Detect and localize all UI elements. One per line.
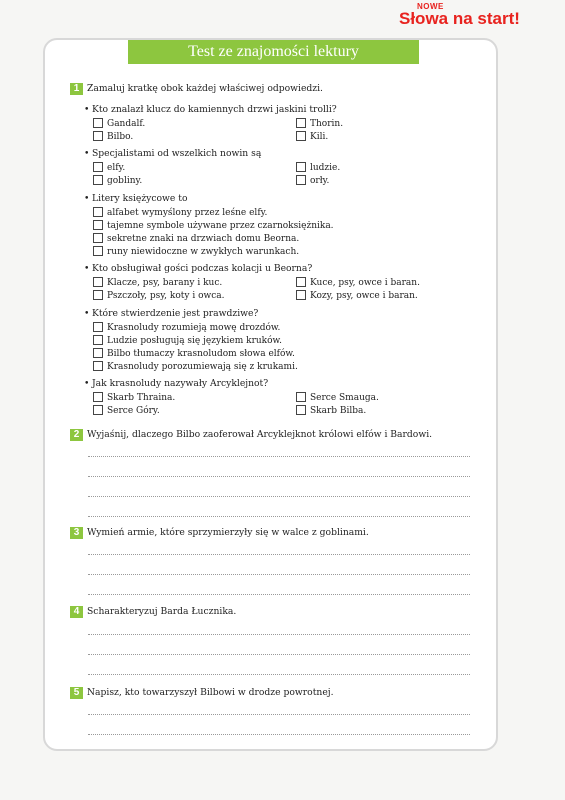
checkbox[interactable]: [93, 131, 103, 141]
question-4: • Kto obsługiwał gości podczas kolacji u Beorna?: [84, 263, 313, 274]
option[interactable]: [93, 322, 280, 334]
option-label: Gandalf.: [107, 119, 146, 129]
checkbox[interactable]: [296, 162, 306, 172]
question-3: • Litery księżycowe to: [84, 193, 188, 204]
option-label: Kozy, psy, owce i baran.: [310, 291, 418, 301]
option-label: tajemne symbole używane przez czarnoksiężnika.: [107, 221, 334, 231]
question-5: • Które stwierdzenie jest prawdziwe?: [84, 308, 259, 319]
checkbox[interactable]: [93, 233, 103, 243]
checkbox[interactable]: [93, 207, 103, 217]
question-text: Kto znalazł klucz do kamiennych drzwi jaskini trolli?: [92, 104, 337, 115]
option-label: Bilbo tłumaczy krasnoludom słowa elfów.: [107, 349, 295, 359]
question-text: Jak krasnoludy nazywały Arcyklejnot?: [92, 378, 269, 389]
checkbox[interactable]: [296, 175, 306, 185]
option[interactable]: [93, 277, 222, 289]
task-number: 1: [70, 83, 83, 95]
answer-line[interactable]: [88, 634, 470, 635]
answer-line[interactable]: [88, 594, 470, 595]
checkbox[interactable]: [296, 405, 306, 415]
checkbox[interactable]: [296, 118, 306, 128]
checkbox[interactable]: [296, 290, 306, 300]
answer-line[interactable]: [88, 654, 470, 655]
checkbox[interactable]: [93, 118, 103, 128]
task-number: 3: [70, 527, 83, 539]
option-label: Serce Góry.: [107, 406, 160, 416]
option[interactable]: [93, 162, 125, 174]
option[interactable]: [93, 348, 295, 360]
task-2-instruction: [70, 429, 432, 441]
option[interactable]: [93, 290, 224, 302]
task-text: Zamaluj kratkę obok każdej właściwej odpowiedzi.: [87, 83, 323, 94]
checkbox[interactable]: [93, 392, 103, 402]
checkbox[interactable]: [93, 405, 103, 415]
option[interactable]: [93, 405, 160, 417]
option[interactable]: [93, 118, 145, 130]
option-label: Klacze, psy, barany i kuc.: [107, 278, 223, 288]
logo-text: Słowa na start!: [399, 9, 520, 28]
question-2: • Specjalistami od wszelkich nowin są: [84, 148, 262, 159]
option[interactable]: [296, 405, 366, 417]
checkbox[interactable]: [93, 335, 103, 345]
option[interactable]: [296, 277, 420, 289]
page-title: Test ze znajomości lektury: [128, 40, 419, 64]
answer-line[interactable]: [88, 574, 470, 575]
option-label: Kuce, psy, owce i baran.: [310, 278, 420, 288]
option[interactable]: [93, 207, 267, 219]
question-text: Które stwierdzenie jest prawdziwe?: [92, 308, 259, 319]
task-text: Wyjaśnij, dlaczego Bilbo zaoferował Arcyklejknot królowi elfów i Bardowi.: [87, 429, 433, 440]
task-4-instruction: [70, 606, 236, 618]
answer-line[interactable]: [88, 714, 470, 715]
option-label: Ludzie posługują się językiem kruków.: [107, 336, 283, 346]
question-text: Kto obsługiwał gości podczas kolacji u Beorna?: [92, 263, 313, 274]
answer-line[interactable]: [88, 554, 470, 555]
question-6: • Jak krasnoludy nazywały Arcyklejnot?: [84, 378, 269, 389]
answer-line[interactable]: [88, 456, 470, 457]
question-text: Specjalistami od wszelkich nowin są: [92, 148, 262, 159]
answer-line[interactable]: [88, 734, 470, 735]
logo-small-text: NOWE: [417, 2, 444, 11]
option[interactable]: [93, 220, 334, 232]
question-text: Litery księżycowe to: [92, 193, 188, 204]
option[interactable]: [296, 118, 343, 130]
option-label: Thorin.: [310, 119, 344, 129]
option-label: Kili.: [310, 132, 329, 142]
checkbox[interactable]: [296, 277, 306, 287]
option[interactable]: [93, 335, 282, 347]
task-1-instruction: [70, 83, 323, 95]
checkbox[interactable]: [296, 392, 306, 402]
option[interactable]: [296, 131, 328, 143]
option-label: elfy.: [107, 163, 126, 173]
option-label: orły.: [310, 176, 330, 186]
checkbox[interactable]: [296, 131, 306, 141]
task-text: Wymień armie, które sprzymierzyły się w walce z goblinami.: [87, 527, 369, 538]
checkbox[interactable]: [93, 361, 103, 371]
option[interactable]: [93, 246, 299, 258]
task-3-instruction: [70, 527, 369, 539]
option-label: Bilbo.: [107, 132, 134, 142]
checkbox[interactable]: [93, 322, 103, 332]
option[interactable]: [93, 392, 175, 404]
option-label: Skarb Bilba.: [310, 406, 367, 416]
checkbox[interactable]: [93, 277, 103, 287]
task-text: Scharakteryzuj Barda Łucznika.: [87, 606, 237, 617]
option[interactable]: [93, 131, 133, 143]
option[interactable]: [296, 290, 418, 302]
checkbox[interactable]: [93, 162, 103, 172]
answer-line[interactable]: [88, 476, 470, 477]
option-label: alfabet wymyślony przez leśne elfy.: [107, 208, 268, 218]
option-label: Skarb Thraina.: [107, 393, 176, 403]
option-label: Krasnoludy porozumiewają się z krukami.: [107, 362, 298, 372]
task-5-instruction: [70, 687, 334, 699]
checkbox[interactable]: [93, 246, 103, 256]
checkbox[interactable]: [93, 175, 103, 185]
logo: [399, 2, 520, 28]
option[interactable]: [93, 361, 298, 373]
answer-line[interactable]: [88, 496, 470, 497]
option[interactable]: [296, 392, 379, 404]
answer-line[interactable]: [88, 674, 470, 675]
checkbox[interactable]: [93, 290, 103, 300]
option-label: gobliny.: [107, 176, 143, 186]
option-label: runy niewidoczne w zwykłych warunkach.: [107, 247, 300, 257]
option[interactable]: [93, 233, 299, 245]
option-label: Pszczoły, psy, koty i owca.: [107, 291, 225, 301]
checkbox[interactable]: [93, 220, 103, 230]
option-label: Krasnoludy rozumieją mowę drozdów.: [107, 323, 281, 333]
task-number: 4: [70, 606, 83, 618]
option-label: Serce Smauga.: [310, 393, 379, 403]
option[interactable]: [296, 162, 340, 174]
answer-line[interactable]: [88, 516, 470, 517]
task-text: Napisz, kto towarzyszył Bilbowi w drodze powrotnej.: [87, 687, 334, 698]
task-number: 2: [70, 429, 83, 441]
checkbox[interactable]: [93, 348, 103, 358]
option-label: sekretne znaki na drzwiach domu Beorna.: [107, 234, 300, 244]
question-1: • Kto znalazł klucz do kamiennych drzwi jaskini trolli?: [84, 104, 337, 115]
option-label: ludzie.: [310, 163, 341, 173]
option[interactable]: [296, 175, 329, 187]
option[interactable]: [93, 175, 142, 187]
task-number: 5: [70, 687, 83, 699]
